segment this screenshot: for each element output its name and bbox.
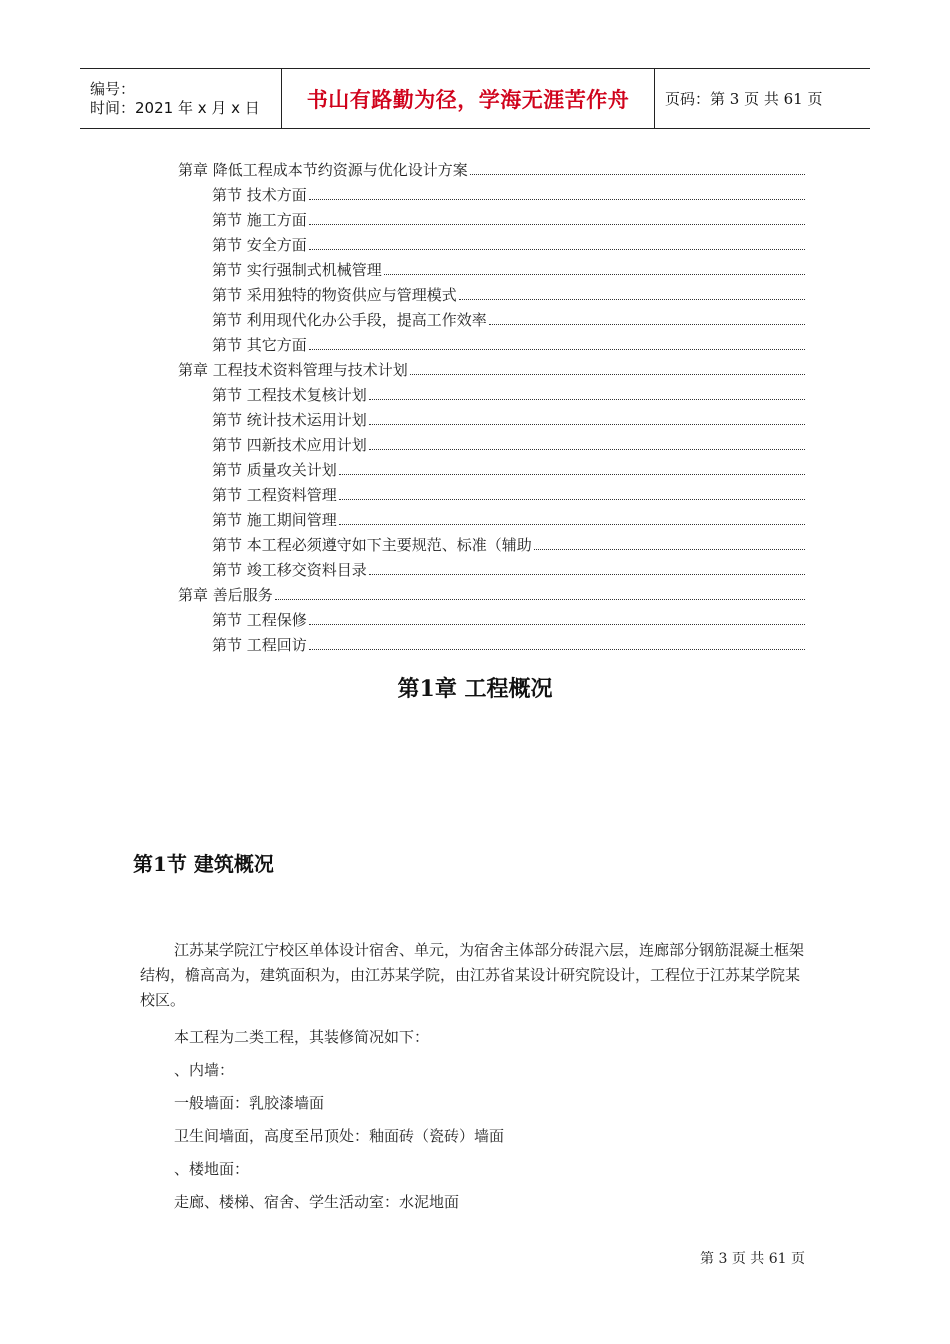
- toc-section-entry[interactable]: [178, 305, 805, 330]
- toc-dot-leader: [309, 348, 805, 350]
- document-number-label: 编号：: [90, 79, 136, 98]
- toc-entry-text: 第节 工程保修: [212, 611, 307, 629]
- body-line: 卫生间墙面，高度至吊顶处：釉面砖（瓷砖）墙面: [174, 1127, 505, 1145]
- table-of-contents: [178, 155, 805, 655]
- toc-entry-text: 第章 降低工程成本节约资源与优化设计方案: [178, 161, 468, 179]
- toc-section-entry[interactable]: [178, 555, 805, 580]
- header-motto: 书山有路勤为径，学海无涯苦作舟: [306, 87, 630, 112]
- toc-dot-leader: [410, 373, 805, 375]
- toc-section-entry[interactable]: [178, 630, 805, 655]
- toc-dot-leader: [309, 648, 805, 650]
- toc-dot-leader: [534, 548, 805, 550]
- toc-dot-leader: [470, 173, 805, 175]
- toc-dot-leader: [384, 273, 805, 275]
- header-motto-cell: [281, 69, 655, 128]
- body-line: 一般墙面：乳胶漆墙面: [174, 1094, 325, 1112]
- toc-entry-text: 第节 利用现代化办公手段，提高工作效率: [212, 311, 487, 329]
- toc-dot-leader: [369, 398, 805, 400]
- header-page-info-cell: [655, 69, 870, 128]
- toc-section-entry[interactable]: [178, 255, 805, 280]
- toc-dot-leader: [339, 498, 805, 500]
- toc-dot-leader: [369, 423, 805, 425]
- toc-entry-text: 第节 实行强制式机械管理: [212, 261, 382, 279]
- toc-dot-leader: [459, 298, 805, 300]
- toc-entry-text: 第节 施工期间管理: [212, 511, 337, 529]
- page-header: [80, 68, 870, 129]
- toc-section-entry[interactable]: [178, 480, 805, 505]
- document-time-label: 时间：2021 年 x 月 x 日: [90, 98, 260, 117]
- toc-dot-leader: [369, 448, 805, 450]
- toc-dot-leader: [275, 598, 805, 600]
- toc-entry-text: 第节 其它方面: [212, 336, 307, 354]
- toc-section-entry[interactable]: [178, 330, 805, 355]
- toc-dot-leader: [339, 523, 805, 525]
- body-paragraph-block: [140, 938, 808, 1013]
- toc-section-entry[interactable]: [178, 180, 805, 205]
- toc-dot-leader: [369, 573, 805, 575]
- toc-entry-text: 第节 工程技术复核计划: [212, 386, 367, 404]
- toc-dot-leader: [309, 623, 805, 625]
- toc-dot-leader: [309, 198, 805, 200]
- toc-chapter-entry[interactable]: [178, 155, 805, 180]
- toc-entry-text: 第节 安全方面: [212, 236, 307, 254]
- toc-section-entry[interactable]: [178, 430, 805, 455]
- toc-dot-leader: [309, 248, 805, 250]
- toc-section-entry[interactable]: [178, 455, 805, 480]
- toc-section-entry[interactable]: [178, 505, 805, 530]
- toc-entry-text: 第节 技术方面: [212, 186, 307, 204]
- toc-entry-text: 第节 工程资料管理: [212, 486, 337, 504]
- toc-entry-text: 第章 工程技术资料管理与技术计划: [178, 361, 408, 379]
- body-line: 本工程为二类工程，其装修简况如下：: [174, 1028, 430, 1046]
- toc-section-entry[interactable]: [178, 205, 805, 230]
- toc-section-entry[interactable]: [178, 380, 805, 405]
- header-page-info: 页码：第 3 页 共 61 页: [665, 90, 823, 108]
- toc-entry-text: 第章 善后服务: [178, 586, 273, 604]
- toc-entry-text: 第节 本工程必须遵守如下主要规范、标准（辅助: [212, 536, 532, 554]
- section-title: 第1节 建筑概况: [133, 852, 274, 876]
- body-line: 、内墙：: [174, 1061, 235, 1079]
- toc-entry-text: 第节 统计技术运用计划: [212, 411, 367, 429]
- toc-entry-text: 第节 四新技术应用计划: [212, 436, 367, 454]
- toc-dot-leader: [489, 323, 805, 325]
- toc-entry-text: 第节 工程回访: [212, 636, 307, 654]
- toc-section-entry[interactable]: [178, 530, 805, 555]
- toc-entry-text: 第节 采用独特的物资供应与管理模式: [212, 286, 457, 304]
- toc-entry-text: 第节 施工方面: [212, 211, 307, 229]
- toc-section-entry[interactable]: [178, 605, 805, 630]
- toc-section-entry[interactable]: [178, 230, 805, 255]
- toc-dot-leader: [339, 473, 805, 475]
- header-meta: [80, 69, 281, 128]
- toc-entry-text: 第节 竣工移交资料目录: [212, 561, 367, 579]
- body-paragraph: 江苏某学院江宁校区单体设计宿舍、单元，为宿舍主体部分砖混六层，连廊部分钢筋混凝土框架结构，檐高高为，建筑面积为，由江苏某学院，由江苏省某设计研究院设计，工程位于江苏某学院某校区。: [140, 941, 805, 1009]
- toc-section-entry[interactable]: [178, 405, 805, 430]
- body-line: 、楼地面：: [174, 1160, 250, 1178]
- chapter-title: 第1章 工程概况: [397, 676, 553, 702]
- toc-chapter-entry[interactable]: [178, 355, 805, 380]
- toc-chapter-entry[interactable]: [178, 580, 805, 605]
- toc-entry-text: 第节 质量攻关计划: [212, 461, 337, 479]
- toc-section-entry[interactable]: [178, 280, 805, 305]
- toc-dot-leader: [309, 223, 805, 225]
- body-line: 走廊、楼梯、宿舍、学生活动室：水泥地面: [174, 1193, 460, 1211]
- page-footer: 第 3 页 共 61 页: [700, 1251, 805, 1267]
